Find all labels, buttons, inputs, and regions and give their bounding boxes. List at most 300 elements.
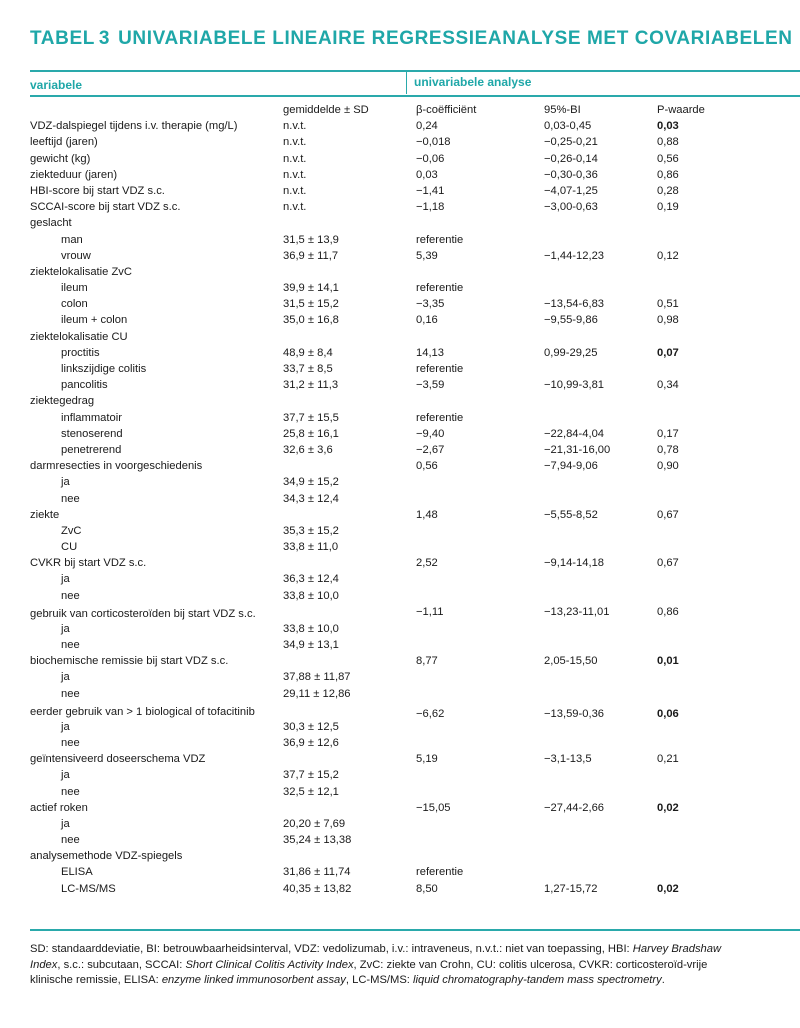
- variable-cell: nee: [61, 639, 80, 651]
- variable-cell: ja: [61, 817, 70, 830]
- mean-sd-cell: n.v.t.: [283, 136, 307, 149]
- mean-sd-cell: [282, 802, 413, 818]
- ci-cell: [541, 850, 654, 866]
- column-header-0: [30, 104, 282, 120]
- beta-cell: 1,48: [416, 508, 438, 521]
- table-title-number: 3: [98, 28, 111, 49]
- mean-sd-cell: 48,9 ± 8,4: [283, 346, 333, 359]
- ci-cell: [541, 769, 654, 785]
- variable-cell: ziekte: [30, 508, 60, 521]
- p-value-cell: [654, 590, 800, 606]
- p-value-cell: 0,34: [657, 379, 679, 392]
- mean-sd-cell: n.v.t.: [283, 120, 307, 133]
- table-row: [30, 234, 800, 250]
- beta-cell: −0,06: [416, 152, 445, 165]
- variable-cell: stenoserend: [61, 427, 123, 440]
- top-rule: [30, 70, 800, 72]
- p-value-cell: 0,98: [657, 314, 679, 327]
- beta-cell: [413, 395, 541, 411]
- footnote-italic-term: liquid chromatography-tandem mass spectrometry: [413, 974, 662, 986]
- mean-sd-cell: 33,7 ± 8,5: [283, 363, 333, 375]
- p-value-cell: 0,06: [657, 708, 679, 721]
- variable-cell: actief roken: [30, 801, 88, 814]
- variable-cell: HBI-score bij start VDZ s.c.: [30, 184, 165, 197]
- p-value-cell: 0,07: [657, 346, 679, 359]
- footnote-text: , ZvC: ziekte van Crohn, CU: colitis ulcerosa, CVKR: corticosteroïd-vrije klinische remissie, ELISA:: [30, 958, 708, 986]
- variable-cell: VDZ-dalspiegel tijdens i.v. therapie (mg/L): [30, 120, 238, 133]
- column-header-4: P-waarde: [657, 104, 705, 116]
- table-row: [30, 314, 800, 330]
- beta-cell: 8,50: [416, 882, 438, 895]
- variable-cell: analysemethode VDZ-spiegels: [30, 850, 183, 863]
- p-value-cell: [654, 331, 800, 347]
- p-value-cell: 0,51: [657, 298, 679, 311]
- beta-cell: −3,59: [416, 379, 445, 392]
- beta-cell: −6,62: [416, 708, 445, 721]
- beta-cell: [413, 818, 541, 834]
- beta-cell: [413, 769, 541, 785]
- ci-cell: −9,55-9,86: [544, 314, 598, 327]
- p-value-cell: [654, 834, 800, 850]
- table-row: [30, 655, 800, 671]
- table-row: [30, 834, 800, 850]
- table-row: [30, 573, 800, 589]
- ci-cell: 2,05-15,50: [544, 655, 598, 668]
- table-row: [30, 153, 800, 169]
- p-value-cell: 0,67: [657, 557, 679, 570]
- beta-cell: [413, 590, 541, 606]
- variable-cell: geslacht: [30, 217, 72, 230]
- ci-cell: [541, 234, 654, 250]
- ci-cell: −3,00-0,63: [544, 201, 598, 214]
- beta-cell: 8,77: [416, 655, 438, 668]
- variable-cell: ziektelokalisatie ZvC: [30, 265, 132, 278]
- ci-cell: [541, 737, 654, 753]
- ci-cell: −3,1-13,5: [544, 753, 592, 766]
- variable-cell: eerder gebruik van > 1 biological of tofacitinib: [30, 705, 255, 718]
- mean-sd-cell: 35,0 ± 16,8: [283, 314, 339, 327]
- mean-sd-cell: 25,8 ± 16,1: [283, 427, 339, 440]
- beta-cell: −15,05: [416, 801, 451, 814]
- ci-cell: 0,03-0,45: [544, 120, 592, 133]
- p-value-cell: 0,01: [657, 655, 679, 668]
- p-value-cell: 0,86: [657, 605, 679, 618]
- ci-cell: 0,99-29,25: [544, 346, 598, 359]
- header-variable: variabele: [30, 78, 83, 92]
- p-value-cell: [654, 282, 800, 298]
- beta-cell: 14,13: [416, 346, 444, 359]
- p-value-cell: [654, 541, 800, 557]
- variable-cell: vrouw: [61, 249, 91, 262]
- beta-cell: 0,16: [416, 314, 438, 327]
- beta-cell: −3,35: [416, 298, 445, 311]
- mean-sd-cell: [282, 606, 413, 623]
- beta-cell: [413, 525, 541, 541]
- table-row: [30, 136, 800, 152]
- table-row: [30, 282, 800, 298]
- ci-cell: [541, 786, 654, 802]
- mean-sd-cell: [282, 460, 413, 476]
- variable-cell: ileum: [61, 282, 88, 295]
- beta-cell: [413, 721, 541, 737]
- p-value-cell: 0,17: [657, 427, 679, 440]
- beta-cell: 0,24: [416, 120, 438, 133]
- column-header-2: β-coëfficiënt: [416, 104, 477, 116]
- mean-sd-cell: 37,7 ± 15,5: [283, 411, 339, 424]
- mean-sd-cell: [282, 395, 413, 411]
- p-value-cell: [654, 234, 800, 250]
- table-row: [30, 476, 800, 492]
- mean-sd-cell: 31,5 ± 13,9: [283, 233, 339, 246]
- ci-cell: [541, 476, 654, 492]
- beta-cell: referentie: [416, 866, 464, 879]
- p-value-cell: [654, 688, 800, 704]
- ci-cell: −0,25-0,21: [544, 136, 598, 149]
- mean-sd-cell: 29,11 ± 12,86: [283, 687, 351, 700]
- p-value-cell: 0,90: [657, 460, 679, 473]
- beta-cell: −1,41: [416, 184, 445, 197]
- mean-sd-cell: [282, 266, 413, 282]
- footnote-text: , LC-MS/MS:: [345, 974, 414, 986]
- ci-cell: −13,59-0,36: [544, 708, 605, 721]
- p-value-cell: 0,28: [657, 184, 679, 197]
- p-value-cell: [654, 412, 800, 428]
- table-row: [30, 120, 800, 136]
- table-row: [30, 688, 800, 704]
- ci-cell: [541, 363, 654, 379]
- variable-cell: darmresecties in voorgeschiedenis: [30, 460, 203, 473]
- beta-cell: 0,56: [416, 460, 438, 473]
- table-row: [30, 769, 800, 785]
- p-value-cell: [654, 493, 800, 509]
- ci-cell: 1,27-15,72: [544, 882, 598, 895]
- ci-cell: [541, 331, 654, 347]
- p-value-cell: [654, 818, 800, 834]
- ci-cell: [541, 818, 654, 834]
- variable-cell: SCCAI-score bij start VDZ s.c.: [30, 201, 181, 214]
- header-rule: [30, 95, 800, 97]
- beta-cell: [413, 850, 541, 866]
- table-row: [30, 266, 800, 282]
- p-value-cell: 0,88: [657, 136, 679, 149]
- table-body: [30, 104, 800, 899]
- variable-cell: ja: [61, 671, 70, 684]
- p-value-cell: [654, 850, 800, 866]
- beta-cell: [413, 266, 541, 282]
- mean-sd-cell: [282, 331, 413, 347]
- header-separator: [406, 72, 407, 94]
- bottom-rule: [30, 929, 800, 931]
- mean-sd-cell: 39,9 ± 14,1: [283, 282, 339, 295]
- ci-cell: −7,94-9,06: [544, 460, 598, 473]
- ci-cell: −13,23-11,01: [544, 605, 610, 618]
- table-row: [30, 493, 800, 509]
- mean-sd-cell: 31,5 ± 15,2: [283, 298, 339, 311]
- table-row: [30, 379, 800, 395]
- variable-cell: ja: [61, 769, 70, 782]
- ci-cell: [541, 573, 654, 589]
- ci-cell: [541, 395, 654, 411]
- mean-sd-cell: [282, 217, 413, 233]
- variable-cell: man: [61, 233, 83, 246]
- ci-cell: −22,84-4,04: [544, 427, 605, 440]
- ci-cell: −10,99-3,81: [544, 379, 605, 392]
- table-row: [30, 671, 800, 687]
- ci-cell: [541, 834, 654, 850]
- beta-cell: 5,19: [416, 753, 438, 766]
- variable-cell: pancolitis: [61, 379, 108, 392]
- mean-sd-cell: 30,3 ± 12,5: [283, 720, 339, 733]
- variable-cell: colon: [61, 298, 88, 311]
- ci-cell: [541, 866, 654, 882]
- column-header-1: gemiddelde ± SD: [283, 104, 369, 116]
- p-value-cell: [654, 266, 800, 282]
- ci-cell: −4,07-1,25: [544, 184, 598, 197]
- beta-cell: [413, 639, 541, 655]
- variable-cell: gewicht (kg): [30, 152, 91, 165]
- variable-cell: CVKR bij start VDZ s.c.: [30, 557, 147, 570]
- table-row: [30, 169, 800, 185]
- p-value-cell: [654, 866, 800, 882]
- beta-cell: referentie: [416, 411, 464, 424]
- mean-sd-cell: n.v.t.: [283, 168, 307, 181]
- variable-cell: nee: [61, 834, 80, 847]
- table-row: [30, 298, 800, 314]
- variable-cell: ziektegedrag: [30, 395, 95, 408]
- variable-cell: ZvC: [61, 524, 82, 537]
- variable-cell: nee: [61, 492, 80, 505]
- ci-cell: [541, 493, 654, 509]
- ci-cell: [541, 671, 654, 687]
- mean-sd-cell: 36,3 ± 12,4: [283, 573, 339, 586]
- beta-cell: [413, 623, 541, 639]
- regression-table: [30, 104, 800, 899]
- p-value-cell: [654, 639, 800, 655]
- table-row: [30, 541, 800, 557]
- beta-cell: [413, 834, 541, 850]
- table-row: [30, 428, 800, 444]
- variable-cell: gebruik van corticosteroïden bij start VDZ s.c.: [30, 607, 256, 620]
- table-row: [30, 704, 800, 721]
- footnote-text: .: [661, 974, 665, 986]
- ci-cell: [541, 688, 654, 704]
- p-value-cell: [654, 573, 800, 589]
- beta-cell: 2,52: [416, 557, 438, 570]
- mean-sd-cell: 34,9 ± 13,1: [283, 639, 339, 651]
- mean-sd-cell: 35,3 ± 15,2: [283, 524, 339, 537]
- variable-cell: proctitis: [61, 346, 100, 359]
- mean-sd-cell: 32,5 ± 12,1: [283, 785, 339, 798]
- mean-sd-cell: [282, 655, 413, 671]
- variable-cell: nee: [61, 736, 80, 749]
- mean-sd-cell: 31,2 ± 11,3: [283, 379, 339, 392]
- table-row: [30, 201, 800, 217]
- variable-cell: ja: [61, 573, 70, 586]
- ci-cell: [541, 282, 654, 298]
- mean-sd-cell: 33,8 ± 10,0: [283, 622, 339, 635]
- footnote-text: , s.c.: subcutaan, SCCAI:: [57, 958, 186, 971]
- p-value-cell: 0,19: [657, 201, 679, 214]
- table-row: [30, 802, 800, 818]
- p-value-cell: 0,12: [657, 249, 679, 262]
- mean-sd-cell: 36,9 ± 11,7: [283, 249, 339, 262]
- table-row: [30, 737, 800, 753]
- ci-cell: −1,44-12,23: [544, 249, 605, 262]
- p-value-cell: 0,86: [657, 168, 679, 181]
- ci-cell: [541, 541, 654, 557]
- table-row: [30, 818, 800, 834]
- mean-sd-cell: 32,6 ± 3,6: [283, 443, 333, 456]
- p-value-cell: 0,56: [657, 152, 679, 165]
- mean-sd-cell: n.v.t.: [283, 201, 307, 214]
- variable-cell: penetrerend: [61, 443, 122, 456]
- table-row: [30, 250, 800, 266]
- beta-cell: [413, 737, 541, 753]
- beta-cell: −2,67: [416, 443, 445, 456]
- table-row: [30, 347, 800, 363]
- p-value-cell: 0,21: [657, 753, 679, 766]
- beta-cell: [413, 541, 541, 557]
- variable-cell: LC-MS/MS: [61, 882, 116, 895]
- ci-cell: −9,14-14,18: [544, 557, 605, 570]
- variable-cell: nee: [61, 687, 80, 700]
- table-row: [30, 525, 800, 541]
- beta-cell: [413, 217, 541, 233]
- table-row: [30, 721, 800, 737]
- footnote: [30, 942, 730, 989]
- mean-sd-cell: 34,3 ± 12,4: [283, 492, 339, 505]
- mean-sd-cell: 34,9 ± 15,2: [283, 476, 339, 489]
- table-row: [30, 444, 800, 460]
- table-row: [30, 866, 800, 882]
- beta-cell: [413, 671, 541, 687]
- variable-cell: ileum + colon: [61, 314, 128, 327]
- ci-cell: [541, 623, 654, 639]
- beta-cell: [413, 331, 541, 347]
- beta-cell: −0,018: [416, 136, 451, 149]
- table-row: [30, 509, 800, 525]
- beta-cell: [413, 688, 541, 704]
- ci-cell: [541, 412, 654, 428]
- table-title-label: TABEL: [30, 28, 95, 49]
- ci-cell: −0,26-0,14: [544, 152, 598, 165]
- ci-cell: −13,54-6,83: [544, 298, 605, 311]
- variable-cell: ja: [61, 720, 70, 733]
- ci-cell: −5,55-8,52: [544, 508, 598, 521]
- table-row: [30, 850, 800, 866]
- mean-sd-cell: 35,24 ± 13,38: [283, 834, 352, 847]
- table-row: [30, 753, 800, 769]
- footnote-italic-term: Harvey Bradshaw Index: [30, 943, 722, 971]
- table-row: [30, 363, 800, 379]
- table-row: [30, 395, 800, 411]
- table-row: [30, 185, 800, 201]
- footnote-text: SD: standaarddeviatie, BI: betrouwbaarheidsinterval, VDZ: vedolizumab, i.v.: intraveneus, n.v.t.: niet van toepassing, HBI:: [30, 943, 633, 955]
- p-value-cell: 0,78: [657, 443, 679, 456]
- beta-cell: referentie: [416, 363, 464, 375]
- variable-cell: inflammatoir: [61, 411, 122, 424]
- variable-cell: CU: [61, 541, 78, 554]
- table-row: [30, 786, 800, 802]
- beta-cell: referentie: [416, 282, 464, 295]
- mean-sd-cell: 33,8 ± 11,0: [283, 541, 339, 554]
- p-value-cell: [654, 623, 800, 639]
- p-value-cell: [654, 737, 800, 753]
- variable-cell: nee: [61, 589, 80, 602]
- ci-cell: [541, 590, 654, 606]
- mean-sd-cell: 37,7 ± 15,2: [283, 769, 339, 782]
- p-value-cell: [654, 476, 800, 492]
- p-value-cell: [654, 721, 800, 737]
- ci-cell: −0,30-0,36: [544, 168, 598, 181]
- footnote-italic-term: Short Clinical Colitis Activity Index: [185, 958, 354, 971]
- p-value-cell: [654, 769, 800, 785]
- ci-cell: −27,44-2,66: [544, 801, 605, 814]
- mean-sd-cell: [282, 557, 413, 573]
- table-row: [30, 639, 800, 655]
- beta-cell: [413, 476, 541, 492]
- footnote-italic-term: enzyme linked immunosorbent assay: [161, 974, 346, 986]
- mean-sd-cell: [282, 753, 413, 769]
- table-row: [30, 217, 800, 233]
- p-value-cell: [654, 525, 800, 541]
- beta-cell: −9,40: [416, 427, 445, 440]
- mean-sd-cell: [282, 850, 413, 866]
- table-row: [30, 590, 800, 606]
- ci-cell: [541, 217, 654, 233]
- table-row: [30, 557, 800, 573]
- ci-cell: [541, 266, 654, 282]
- mean-sd-cell: 33,8 ± 10,0: [283, 589, 339, 602]
- mean-sd-cell: [282, 509, 413, 525]
- p-value-cell: 0,03: [657, 120, 679, 133]
- variable-cell: geïntensiveerd doseerschema VDZ: [30, 753, 206, 766]
- mean-sd-cell: 31,86 ± 11,74: [283, 866, 351, 879]
- table-row: [30, 883, 800, 899]
- mean-sd-cell: n.v.t.: [283, 184, 307, 197]
- ci-cell: [541, 639, 654, 655]
- table-row: [30, 606, 800, 623]
- variable-cell: ja: [61, 622, 70, 635]
- variable-cell: ja: [61, 476, 70, 489]
- table-title-text: UNIVARIABELE LINEAIRE REGRESSIEANALYSE MET COVARIABELEN: [118, 28, 793, 49]
- p-value-cell: [654, 217, 800, 233]
- table-row: [30, 460, 800, 476]
- variable-cell: nee: [61, 785, 80, 798]
- p-value-cell: 0,67: [657, 508, 679, 521]
- mean-sd-cell: 37,88 ± 11,87: [283, 671, 351, 684]
- beta-cell: 0,03: [416, 168, 438, 181]
- beta-cell: [413, 786, 541, 802]
- column-header-3: 95%-BI: [544, 104, 581, 116]
- p-value-cell: 0,02: [657, 882, 679, 895]
- beta-cell: −1,11: [416, 605, 444, 618]
- variable-cell: leeftijd (jaren): [30, 136, 98, 149]
- ci-cell: [541, 721, 654, 737]
- beta-cell: 5,39: [416, 249, 438, 262]
- variable-cell: ziekteduur (jaren): [30, 168, 118, 181]
- beta-cell: [413, 573, 541, 589]
- beta-cell: [413, 493, 541, 509]
- table-row: [30, 331, 800, 347]
- mean-sd-cell: 36,9 ± 12,6: [283, 736, 339, 749]
- beta-cell: −1,18: [416, 201, 445, 214]
- table-row: [30, 412, 800, 428]
- mean-sd-cell: [282, 704, 413, 721]
- ci-cell: [541, 525, 654, 541]
- p-value-cell: 0,02: [657, 801, 679, 814]
- variable-cell: biochemische remissie bij start VDZ s.c.: [30, 655, 229, 668]
